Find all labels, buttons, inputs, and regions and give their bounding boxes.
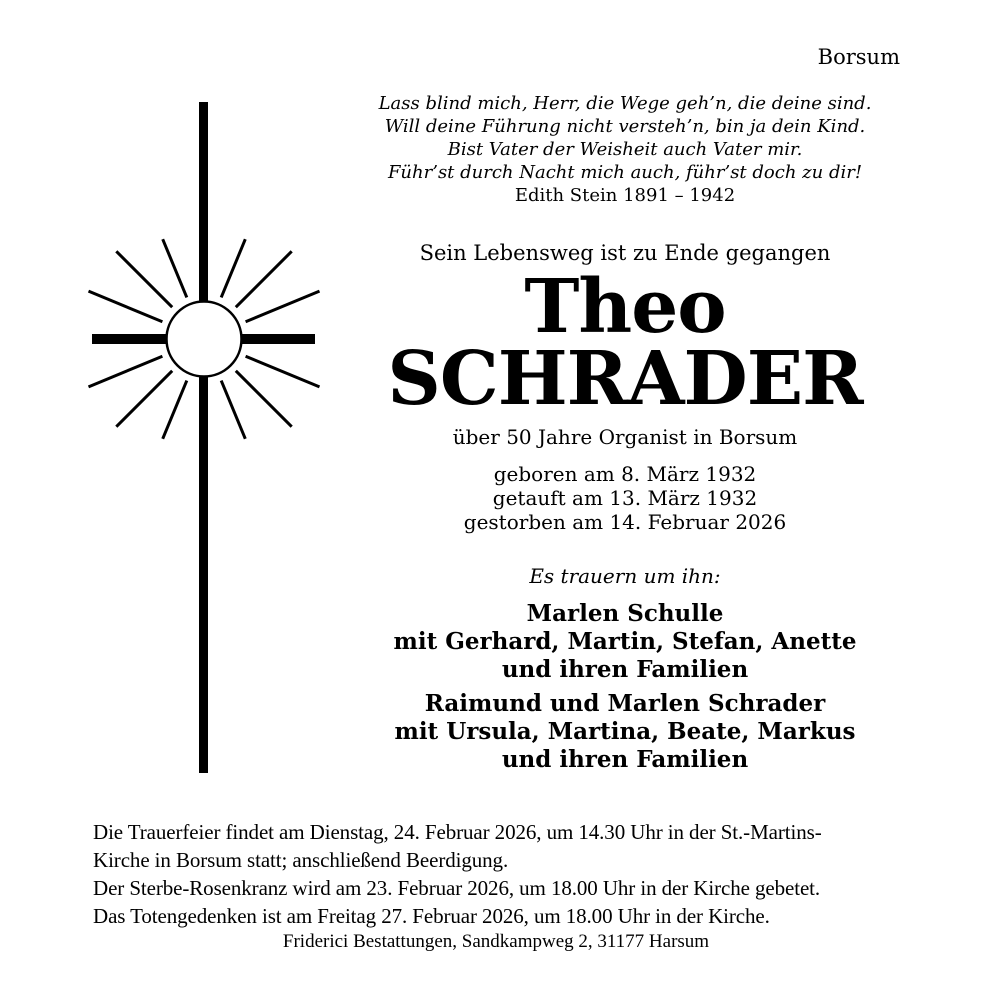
cross-with-radiant-sun-icon: [80, 95, 330, 785]
deceased-first-name: Theo: [524, 264, 726, 350]
funeral-info-line: Kirche in Borsum statt; anschließend Beerdigung.: [93, 848, 509, 872]
mourning-group: [340, 690, 910, 774]
memorial-poem: [340, 92, 910, 207]
poem-line: Führ’st durch Nacht mich auch, führ’st doch zu dir!: [387, 162, 863, 183]
died-date: gestorben am 14. Februar 2026: [463, 510, 787, 534]
funeral-home-footer: Friderici Bestattungen, Sandkampweg 2, 31177 Harsum: [282, 931, 710, 952]
funeral-info-line: Das Totengedenken ist am Freitag 27. Februar 2026, um 18.00 Uhr in der Kirche.: [93, 904, 770, 928]
location-label: Borsum: [817, 45, 900, 69]
mourner-line: mit Gerhard, Martin, Stefan, Anette: [393, 628, 857, 655]
baptized-date: getauft am 13. März 1932: [492, 486, 758, 510]
deceased-subtitle: über 50 Jahre Organist in Borsum: [452, 425, 798, 449]
funeral-info-line: Die Trauerfeier findet am Dienstag, 24. Februar 2026, um 14.30 Uhr in der St.-Martins-: [93, 820, 822, 844]
announcement-intro: Sein Lebensweg ist zu Ende gegangen: [419, 241, 831, 265]
mourner-line: Raimund und Marlen Schrader: [424, 690, 826, 717]
poem-line: Lass blind mich, Herr, die Wege geh’n, die deine sind.: [378, 93, 872, 114]
mourner-line: und ihren Familien: [501, 746, 749, 773]
life-dates: [340, 462, 910, 534]
mourning-heading: Es trauern um ihn:: [529, 564, 721, 588]
funeral-information: [93, 818, 953, 930]
deceased-name: [340, 264, 910, 422]
mourner-line: und ihren Familien: [501, 656, 749, 683]
mourning-group: [340, 600, 910, 684]
mourner-line: Marlen Schulle: [526, 600, 724, 627]
funeral-info-line: Der Sterbe-Rosenkranz wird am 23. Februar 2026, um 18.00 Uhr in der Kirche gebetet.: [93, 876, 821, 900]
mourner-line: mit Ursula, Martina, Beate, Markus: [394, 718, 856, 745]
poem-line: Will deine Führung nicht versteh’n, bin ja dein Kind.: [384, 116, 866, 137]
poem-line: Bist Vater der Weisheit auch Vater mir.: [447, 139, 803, 160]
born-date: geboren am 8. März 1932: [493, 462, 757, 486]
poem-attribution: Edith Stein 1891 – 1942: [514, 185, 736, 206]
deceased-last-name: SCHRADER: [387, 336, 863, 422]
